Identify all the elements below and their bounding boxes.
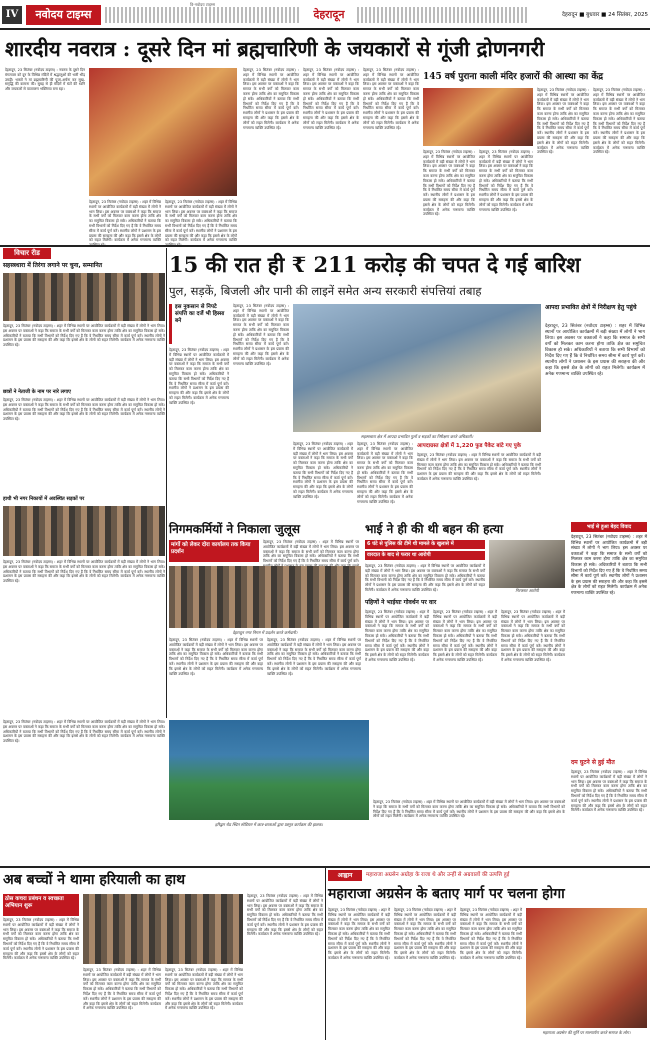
left-bottom-text: देहरादून, 23 सितंबर (नवोदय टाइम्स) : शहर में विभिन्न स्थानों पर आयोजित कार्यक्रमों में बड़ी संख्या में लोगों ने भाग लिया। इस अवसर पर वक्ताओं ने कहा कि समाज के सभी वर्गों को मिलकर काम करना होगा ताकि क्षेत्र का समुचित विकास हो सके। अधिकारियों ने बताया कि सभी विभागों को निर्देश दिए गए हैं कि वे निर्धारित समय सीमा में कार्य पूर्ण करें। स्थानीय लोगों ने प्रशासन के इस प्रयास की सराहना की और कहा कि इससे क्षेत्र के लोगों को राहत मिलेगी। कार्यक्रम में अनेक गणमान्य व्यक्ति उपस्थित रहे। — [3, 720, 167, 744]
vishesh-text: देहरादून, 23 सितंबर (नवोदय टाइम्स) : शहर में विभिन्न स्थानों पर आयोजित कार्यक्रमों में बड़ी संख्या में लोगों ने भाग लिया। इस अवसर पर वक्ताओं ने कहा कि समाज के सभी वर्गों को मिलकर काम करना होगा ताकि क्षेत्र का समुचित विकास हो सके। अधिकारियों ने बताया कि सभी विभागों को निर्देश दिए गए हैं कि वे निर्धारित समय सीमा में कार्य पूर्ण करें। स्थानीय लोगों ने प्रशासन के इस प्रयास की सराहना की और कहा कि इससे क्षेत्र के लोगों को राहत मिलेगी। कार्यक्रम में अनेक गणमान्य व्यक्ति उपस्थित रहे। — [3, 324, 165, 348]
story2-box-headline: आपदाग्रस्त क्षेत्रों में 1,220 फुड पैकेट बांटे गए पुके — [417, 443, 522, 449]
story5-bullet-1: 6 घंटे से पुलिस की टीमें थी मामले के खुलासे में — [365, 540, 485, 549]
story5-side-text-2: देहरादून, 23 सितंबर (नवोदय टाइम्स) : शहर में विभिन्न स्थानों पर आयोजित कार्यक्रमों में बड़ी संख्या में लोगों ने भाग लिया। इस अवसर पर वक्ताओं ने कहा कि समाज के सभी वर्गों को मिलकर काम करना होगा ताकि क्षेत्र का समुचित विकास हो सके। अधिकारियों ने बताया कि सभी विभागों को निर्देश दिए गए हैं कि वे निर्धारित समय सीमा में कार्य पूर्ण करें। स्थानीय लोगों ने प्रशासन के इस प्रयास की सराहना की और कहा कि इससे क्षेत्र के लोगों को राहत मिलेगी। कार्यक्रम में अनेक गणमान्य व्यक्ति उपस्थित रहे। — [571, 770, 649, 813]
story5-side-box: भाई से हुआ बेहद विवाद — [571, 522, 647, 532]
story2-col1: देहरादून, 23 सितंबर (नवोदय टाइम्स) : शहर में विभिन्न स्थानों पर आयोजित कार्यक्रमों में बड़ी संख्या में लोगों ने भाग लिया। इस अवसर पर वक्ताओं ने कहा कि समाज के सभी वर्गों को मिलकर काम करना होगा ताकि क्षेत्र का समुचित विकास हो सके। अधिकारियों ने बताया कि सभी विभागों को निर्देश दिए गए हैं कि वे निर्धारित समय सीमा में कार्य पूर्ण करें। स्थानीय लोगों ने प्रशासन के इस प्रयास की सराहना की और कहा कि इससे क्षेत्र के लोगों को राहत मिलेगी। कार्यक्रम में अनेक गणमान्य व्यक्ति उपस्थित रहे। — [169, 348, 231, 405]
story1-photo-2 — [423, 88, 533, 146]
story2-side-kicker: आपदा प्रभावित क्षेत्रों में निरीक्षण हेतु पहुंचे — [545, 304, 637, 311]
story3-photo — [3, 506, 165, 556]
story5-col3: देहरादून, 23 सितंबर (नवोदय टाइम्स) : शहर में विभिन्न स्थानों पर आयोजित कार्यक्रमों में बड़ी संख्या में लोगों ने भाग लिया। इस अवसर पर वक्ताओं ने कहा कि समाज के सभी वर्गों को मिलकर काम करना होगा ताकि क्षेत्र का समुचित विकास हो सके। अधिकारियों ने बताया कि सभी विभागों को निर्देश दिए गए हैं कि वे निर्धारित समय सीमा में कार्य पूर्ण करें। स्थानीय लोगों ने प्रशासन के इस प्रयास की सराहना की और कहा कि इससे क्षेत्र के लोगों को राहत मिलेगी। कार्यक्रम में अनेक गणमान्य व्यक्ति उपस्थित रहे। — [433, 610, 499, 662]
center-right-text: देहरादून, 23 सितंबर (नवोदय टाइम्स) : शहर में विभिन्न स्थानों पर आयोजित कार्यक्रमों में बड़ी संख्या में लोगों ने भाग लिया। इस अवसर पर वक्ताओं ने कहा कि समाज के सभी वर्गों को मिलकर काम करना होगा ताकि क्षेत्र का समुचित विकास हो सके। अधिकारियों ने बताया कि सभी विभागों को निर्देश दिए गए हैं कि वे निर्धारित समय सीमा में कार्य पूर्ण करें। स्थानीय लोगों ने प्रशासन के इस प्रयास की सराहना की और कहा कि इससे क्षेत्र के लोगों को राहत मिलेगी। कार्यक्रम में अनेक गणमान्य व्यक्ति उपस्थित रहे। — [373, 800, 567, 819]
story2-headline: 15 की रात ही ₹ 211 करोड़ की चपत दे गई बारिश — [169, 252, 581, 277]
story7-photo — [526, 908, 647, 1028]
story1-block — [3, 32, 647, 244]
story5-col1: देहरादून, 23 सितंबर (नवोदय टाइम्स) : शहर में विभिन्न स्थानों पर आयोजित कार्यक्रमों में बड़ी संख्या में लोगों ने भाग लिया। इस अवसर पर वक्ताओं ने कहा कि समाज के सभी वर्गों को मिलकर काम करना होगा ताकि क्षेत्र का समुचित विकास हो सके। अधिकारियों ने बताया कि सभी विभागों को निर्देश दिए गए हैं कि वे निर्धारित समय सीमा में कार्य पूर्ण करें। स्थानीय लोगों ने प्रशासन के इस प्रयास की सराहना की और कहा कि इससे क्षेत्र के लोगों को राहत मिलेगी। कार्यक्रम में अनेक गणमान्य व्यक्ति उपस्थित रहे। — [365, 564, 487, 592]
story1-col10: देहरादून, 23 सितंबर (नवोदय टाइम्स) : शहर में विभिन्न स्थानों पर आयोजित कार्यक्रमों में बड़ी संख्या में लोगों ने भाग लिया। इस अवसर पर वक्ताओं ने कहा कि समाज के सभी वर्गों को मिलकर काम करना होगा ताकि क्षेत्र का समुचित विकास हो सके। अधिकारियों ने बताया कि सभी विभागों को निर्देश दिए गए हैं कि वे निर्धारित समय सीमा में कार्य पूर्ण करें। स्थानीय लोगों ने प्रशासन के इस प्रयास की सराहना की और कहा कि इससे क्षेत्र के लोगों को राहत मिलेगी। कार्यक्रम में अनेक गणमान्य व्यक्ति उपस्थित रहे। — [479, 150, 535, 212]
story6-bullet: ठोस कचरा प्रबंधन व स्वच्छता अभियान शुरू — [3, 894, 79, 916]
story3-subhead: छात्रों ने नेताजी के नाम पर नारे लगाए — [3, 389, 71, 395]
story5-col2: देहरादून, 23 सितंबर (नवोदय टाइम्स) : शहर में विभिन्न स्थानों पर आयोजित कार्यक्रमों में बड़ी संख्या में लोगों ने भाग लिया। इस अवसर पर वक्ताओं ने कहा कि समाज के सभी वर्गों को मिलकर काम करना होगा ताकि क्षेत्र का समुचित विकास हो सके। अधिकारियों ने बताया कि सभी विभागों को निर्देश दिए गए हैं कि वे निर्धारित समय सीमा में कार्य पूर्ण करें। स्थानीय लोगों ने प्रशासन के इस प्रयास की सराहना की और कहा कि इससे क्षेत्र के लोगों को राहत मिलेगी। कार्यक्रम में अनेक गणमान्य व्यक्ति उपस्थित रहे। — [365, 610, 431, 662]
story4-photo — [169, 566, 361, 628]
story6-col4: देहरादून, 23 सितंबर (नवोदय टाइम्स) : शहर में विभिन्न स्थानों पर आयोजित कार्यक्रमों में बड़ी संख्या में लोगों ने भाग लिया। इस अवसर पर वक्ताओं ने कहा कि समाज के सभी वर्गों को मिलकर काम करना होगा ताकि क्षेत्र का समुचित विकास हो सके। अधिकारियों ने बताया कि सभी विभागों को निर्देश दिए गए हैं कि वे निर्धारित समय सीमा में कार्य पूर्ण करें। स्थानीय लोगों ने प्रशासन के इस प्रयास की सराहना की और कहा कि इससे क्षेत्र के लोगों को राहत मिलेगी। कार्यक्रम में अनेक गणमान्य व्यक्ति उपस्थित रहे। — [247, 894, 325, 937]
story1-col6: देहरादून, 23 सितंबर (नवोदय टाइम्स) : शहर में विभिन्न स्थानों पर आयोजित कार्यक्रमों में बड़ी संख्या में लोगों ने भाग लिया। इस अवसर पर वक्ताओं ने कहा कि समाज के सभी वर्गों को मिलकर काम करना होगा ताकि क्षेत्र का समुचित विकास हो सके। अधिकारियों ने बताया कि सभी विभागों को निर्देश दिए गए हैं कि वे निर्धारित समय सीमा में कार्य पूर्ण करें। स्थानीय लोगों ने प्रशासन के इस प्रयास की सराहना की और कहा कि इससे क्षेत्र के लोगों को राहत मिलेगी। कार्यक्रम में अनेक गणमान्य व्यक्ति उपस्थित रहे। — [363, 68, 421, 130]
story2-subheadline: पुल, सड़कें, बिजली और पानी की लाइनें समेत अन्य सरकारी संपत्तियां तबाह — [169, 284, 482, 298]
story7-col3: देहरादून, 23 सितंबर (नवोदय टाइम्स) : शहर में विभिन्न स्थानों पर आयोजित कार्यक्रमों में बड़ी संख्या में लोगों ने भाग लिया। इस अवसर पर वक्ताओं ने कहा कि समाज के सभी वर्गों को मिलकर काम करना होगा ताकि क्षेत्र का समुचित विकास हो सके। अधिकारियों ने बताया कि सभी विभागों को निर्देश दिए गए हैं कि वे निर्धारित समय सीमा में कार्य पूर्ण करें। स्थानीय लोगों ने प्रशासन के इस प्रयास की सराहना की और कहा कि इससे क्षेत्र के लोगों को राहत मिलेगी। कार्यक्रम में अनेक गणमान्य व्यक्ति उपस्थित रहे। — [460, 908, 524, 960]
story7-col1: देहरादून, 23 सितंबर (नवोदय टाइम्स) : शहर में विभिन्न स्थानों पर आयोजित कार्यक्रमों में बड़ी संख्या में लोगों ने भाग लिया। इस अवसर पर वक्ताओं ने कहा कि समाज के सभी वर्गों को मिलकर काम करना होगा ताकि क्षेत्र का समुचित विकास हो सके। अधिकारियों ने बताया कि सभी विभागों को निर्देश दिए गए हैं कि वे निर्धारित समय सीमा में कार्य पूर्ण करें। स्थानीय लोगों ने प्रशासन के इस प्रयास की सराहना की और कहा कि इससे क्षेत्र के लोगों को राहत मिलेगी। कार्यक्रम में अनेक गणमान्य व्यक्ति उपस्थित रहे। — [328, 908, 392, 960]
dateline: देहरादून ■ बुधवार ■ 24 सितंबर, 2025 — [561, 12, 648, 18]
story6-col3: देहरादून, 23 सितंबर (नवोदय टाइम्स) : शहर में विभिन्न स्थानों पर आयोजित कार्यक्रमों में बड़ी संख्या में लोगों ने भाग लिया। इस अवसर पर वक्ताओं ने कहा कि समाज के सभी वर्गों को मिलकर काम करना होगा ताकि क्षेत्र का समुचित विकास हो सके। अधिकारियों ने बताया कि सभी विभागों को निर्देश दिए गए हैं कि वे निर्धारित समय सीमा में कार्य पूर्ण करें। स्थानीय लोगों ने प्रशासन के इस प्रयास की सराहना की और कहा कि इससे क्षेत्र के लोगों को राहत मिलेगी। कार्यक्रम में अनेक गणमान्य व्यक्ति उपस्थित रहे। — [165, 968, 245, 1011]
story1-col3: देहरादून, 23 सितंबर (नवोदय टाइम्स) : शहर में विभिन्न स्थानों पर आयोजित कार्यक्रमों में बड़ी संख्या में लोगों ने भाग लिया। इस अवसर पर वक्ताओं ने कहा कि समाज के सभी वर्गों को मिलकर काम करना होगा ताकि क्षेत्र का समुचित विकास हो सके। अधिकारियों ने बताया कि सभी विभागों को निर्देश दिए गए हैं कि वे निर्धारित समय सीमा में कार्य पूर्ण करें। स्थानीय लोगों ने प्रशासन के इस प्रयास की सराहना की और कहा कि इससे क्षेत्र के लोगों को राहत मिलेगी। कार्यक्रम में अनेक गणमान्य व्यक्ति — [165, 200, 237, 243]
center-photo — [169, 720, 369, 820]
section-name: देहरादून — [313, 8, 345, 21]
story1-col7: देहरादून, 23 सितंबर (नवोदय टाइम्स) : शहर में विभिन्न स्थानों पर आयोजित कार्यक्रमों में बड़ी संख्या में लोगों ने भाग लिया। इस अवसर पर वक्ताओं ने कहा कि समाज के सभी वर्गों को मिलकर काम करना होगा ताकि क्षेत्र का समुचित विकास हो सके। अधिकारियों ने बताया कि सभी विभागों को निर्देश दिए गए हैं कि वे निर्धारित समय सीमा में कार्य पूर्ण करें। स्थानीय लोगों ने प्रशासन के इस प्रयास की सराहना की और कहा कि इससे क्षेत्र के लोगों को राहत मिलेगी। कार्यक्रम में अनेक गणमान्य व्यक्ति उपस्थित रहे। — [537, 88, 591, 155]
story5-side-box-2: दम घुटने से हुई मौत — [571, 759, 615, 766]
story5-headline: भाई ने ही की थी बहन की हत्या — [365, 522, 504, 536]
story1-col8: देहरादून, 23 सितंबर (नवोदय टाइम्स) : शहर में विभिन्न स्थानों पर आयोजित कार्यक्रमों में बड़ी संख्या में लोगों ने भाग लिया। इस अवसर पर वक्ताओं ने कहा कि समाज के सभी वर्गों को मिलकर काम करना होगा ताकि क्षेत्र का समुचित विकास हो सके। अधिकारियों ने बताया कि सभी विभागों को निर्देश दिए गए हैं कि वे निर्धारित समय सीमा में कार्य पूर्ण करें। स्थानीय लोगों ने प्रशासन के इस प्रयास की सराहना की और कहा कि इससे क्षेत्र के लोगों को राहत मिलेगी। कार्यक्रम में अनेक गणमान्य व्यक्ति उपस्थित रहे। — [593, 88, 647, 155]
story3-headline: हाथी भी नगर निकायों में अवस्थित सड़कों पर — [3, 496, 85, 502]
story5-photo — [489, 540, 565, 588]
story6-block — [3, 868, 323, 1040]
story1-side-headline: 145 वर्ष पुराना काली मंदिर हजारों की आस्था का केंद्र — [423, 72, 604, 82]
story2-quote: इस नुकसान से निपटे संपत्ति का दर्जे भी हिस्सा बने — [169, 304, 229, 344]
story4-headline: निगमकर्मियों ने निकाला जुलूस — [169, 522, 300, 536]
story7-col2: देहरादून, 23 सितंबर (नवोदय टाइम्स) : शहर में विभिन्न स्थानों पर आयोजित कार्यक्रमों में बड़ी संख्या में लोगों ने भाग लिया। इस अवसर पर वक्ताओं ने कहा कि समाज के सभी वर्गों को मिलकर काम करना होगा ताकि क्षेत्र का समुचित विकास हो सके। अधिकारियों ने बताया कि सभी विभागों को निर्देश दिए गए हैं कि वे निर्धारित समय सीमा में कार्य पूर्ण करें। स्थानीय लोगों ने प्रशासन के इस प्रयास की सराहना की और कहा कि इससे क्षेत्र के लोगों को राहत मिलेगी। कार्यक्रम में अनेक गणमान्य व्यक्ति उपस्थित रहे। — [394, 908, 458, 960]
masthead-pattern-right — [357, 7, 527, 23]
story1-photo-1 — [89, 68, 237, 196]
story6-headline: अब बच्चों ने थामा हरियाली का हाथ — [3, 872, 186, 888]
story7-kicker-text: महाराजा अग्रसेन अग्रोहा के राजा थे और उन्हीं से अग्रवालों की उत्पत्ति हुई — [366, 872, 510, 878]
story2-side-text: देहरादून, 23 सितंबर (नवोदय टाइम्स) : शहर में विभिन्न स्थानों पर आयोजित कार्यक्रमों में बड़ी संख्या में लोगों ने भाग लिया। इस अवसर पर वक्ताओं ने कहा कि समाज के सभी वर्गों को मिलकर काम करना होगा ताकि क्षेत्र का समुचित विकास हो सके। अधिकारियों ने बताया कि सभी विभागों को निर्देश दिए गए हैं कि वे निर्धारित समय सीमा में कार्य पूर्ण करें। स्थानीय लोगों ने प्रशासन के इस प्रयास की सराहना की और कहा कि इससे क्षेत्र के लोगों को राहत मिलेगी। कार्यक्रम में अनेक गणमान्य व्यक्ति उपस्थित रहे। — [545, 324, 647, 377]
vishesh-photo — [3, 273, 165, 321]
story4-photo-caption: देहरादून नगर निगम में प्रदर्शन करते कर्मचारी। — [232, 630, 298, 635]
story2-block — [169, 248, 647, 518]
masthead — [0, 0, 650, 30]
vishesh-tag: विचार रीड — [3, 248, 51, 259]
story4-col1: देहरादून, 23 सितंबर (नवोदय टाइम्स) : शहर में विभिन्न स्थानों पर आयोजित कार्यक्रमों में बड़ी संख्या में लोगों ने भाग लिया। इस अवसर पर वक्ताओं ने कहा कि समाज के सभी वर्गों को मिलकर काम करना होगा ताकि क्षेत्र का समुचित विकास हो सके। अधिकारियों ने बताया कि सभी विभागों को निर्देश दिए गए हैं कि वे निर्धारित समय सीमा में कार्य पूर्ण करें। — [263, 540, 359, 564]
story5-side-text: देहरादून, 23 सितंबर (नवोदय टाइम्स) : शहर में विभिन्न स्थानों पर आयोजित कार्यक्रमों में बड़ी संख्या में लोगों ने भाग लिया। इस अवसर पर वक्ताओं ने कहा कि समाज के सभी वर्गों को मिलकर काम करना होगा ताकि क्षेत्र का समुचित विकास हो सके। अधिकारियों ने बताया कि सभी विभागों को निर्देश दिए गए हैं कि वे निर्धारित समय सीमा में कार्य पूर्ण करें। स्थानीय लोगों ने प्रशासन के इस प्रयास की सराहना की और कहा कि इससे क्षेत्र के लोगों को राहत मिलेगी। कार्यक्रम में अनेक गणमान्य व्यक्ति उपस्थित रहे। — [571, 534, 649, 595]
story2-photo-caption: सहस्त्रधारा क्षेत्र में आपदा प्रभावित पुलों व सड़कों का निरीक्षण करते अधिकारी। — [360, 434, 474, 439]
vishesh-block — [3, 248, 165, 718]
small-line: वि-नवोदय टाइम्स — [190, 2, 215, 7]
story5-col4: देहरादून, 23 सितंबर (नवोदय टाइम्स) : शहर में विभिन्न स्थानों पर आयोजित कार्यक्रमों में बड़ी संख्या में लोगों ने भाग लिया। इस अवसर पर वक्ताओं ने कहा कि समाज के सभी वर्गों को मिलकर काम करना होगा ताकि क्षेत्र का समुचित विकास हो सके। अधिकारियों ने बताया कि सभी विभागों को निर्देश दिए गए हैं कि वे निर्धारित समय सीमा में कार्य पूर्ण करें। स्थानीय लोगों ने प्रशासन के इस प्रयास की सराहना की और कहा कि इससे क्षेत्र के लोगों को राहत मिलेगी। कार्यक्रम में अनेक गणमान्य व्यक्ति उपस्थित रहे। — [501, 610, 567, 662]
story7-block — [328, 868, 647, 1040]
story1-col1: देहरादून, 23 सितंबर (नवोदय टाइम्स) : नवरात्र के दूसरे दिन मंगलवार को दून के विभिन्न मंदिरों में श्रद्धालुओं की भारी भीड़ उमड़ी। भक्तों ने मां ब्रह्मचारिणी की पूजा-अर्चना कर सुख-समृद्धि की कामना की। सुबह से ही मंदिरों में घंटों की ध्वनि और जयकारों से वातावरण भक्तिमय बना रहा। — [5, 68, 87, 92]
story7-kicker: आह्वान — [328, 870, 362, 881]
story6-photo — [83, 894, 243, 964]
story2-col3: देहरादून, 23 सितंबर (नवोदय टाइम्स) : शहर में विभिन्न स्थानों पर आयोजित कार्यक्रमों में बड़ी संख्या में लोगों ने भाग लिया। इस अवसर पर वक्ताओं ने कहा कि समाज के सभी वर्गों को मिलकर काम करना होगा ताकि क्षेत्र का समुचित विकास हो सके। अधिकारियों ने बताया कि सभी विभागों को निर्देश दिए गए हैं कि वे निर्धारित समय सीमा में कार्य पूर्ण करें। स्थानीय लोगों ने प्रशासन के इस प्रयास की सराहना की और कहा कि इससे क्षेत्र के लोगों को राहत मिलेगी। कार्यक्रम में अनेक गणमान्य व्यक्ति उपस्थित रहे। — [293, 442, 355, 499]
story4-block — [169, 520, 361, 718]
story3-text-2: देहरादून, 23 सितंबर (नवोदय टाइम्स) : शहर में विभिन्न स्थानों पर आयोजित कार्यक्रमों में बड़ी संख्या में लोगों ने भाग लिया। इस अवसर पर वक्ताओं ने कहा कि समाज के सभी वर्गों को मिलकर काम करना होगा ताकि क्षेत्र का समुचित विकास हो सके। अधिकारियों ने बताया कि सभी विभागों को निर्देश दिए गए हैं कि वे निर्धारित समय सीमा में कार्य पूर्ण करें। स्थानीय लोगों ने प्रशासन के इस प्रयास की सराहना की और कहा कि इससे क्षेत्र के लोगों को राहत मिलेगी। कार्यक्रम में अनेक गणमान्य व्यक्ति उपस्थित रहे। — [3, 560, 165, 584]
story1-col4: देहरादून, 23 सितंबर (नवोदय टाइम्स) : शहर में विभिन्न स्थानों पर आयोजित कार्यक्रमों में बड़ी संख्या में लोगों ने भाग लिया। इस अवसर पर वक्ताओं ने कहा कि समाज के सभी वर्गों को मिलकर काम करना होगा ताकि क्षेत्र का समुचित विकास हो सके। अधिकारियों ने बताया कि सभी विभागों को निर्देश दिए गए हैं कि वे निर्धारित समय सीमा में कार्य पूर्ण करें। स्थानीय लोगों ने प्रशासन के इस प्रयास की सराहना की और कहा कि इससे क्षेत्र के लोगों को राहत मिलेगी। कार्यक्रम में अनेक गणमान्य व्यक्ति उपस्थित रहे। — [243, 68, 301, 130]
vishesh-subhead: सहस्त्रधारा में तिरंगा लगाने पर चुना, सम्मानित — [3, 262, 103, 269]
story5-bullet-2: वारदात के बाद से फरार था आरोपी — [365, 551, 485, 560]
story6-col1: देहरादून, 23 सितंबर (नवोदय टाइम्स) : शहर में विभिन्न स्थानों पर आयोजित कार्यक्रमों में बड़ी संख्या में लोगों ने भाग लिया। इस अवसर पर वक्ताओं ने कहा कि समाज के सभी वर्गों को मिलकर काम करना होगा ताकि क्षेत्र का समुचित विकास हो सके। अधिकारियों ने बताया कि सभी विभागों को निर्देश दिए गए हैं कि वे निर्धारित समय सीमा में कार्य पूर्ण करें। स्थानीय लोगों ने प्रशासन के इस प्रयास की सराहना की और कहा कि इससे क्षेत्र के लोगों को राहत मिलेगी। कार्यक्रम में अनेक गणमान्य व्यक्ति उपस्थित रहे। — [3, 918, 81, 961]
story7-headline: महाराजा अग्रसेन के बताए मार्ग पर चलना होगा — [328, 886, 565, 902]
story2-col2: देहरादून, 23 सितंबर (नवोदय टाइम्स) : शहर में विभिन्न स्थानों पर आयोजित कार्यक्रमों में बड़ी संख्या में लोगों ने भाग लिया। इस अवसर पर वक्ताओं ने कहा कि समाज के सभी वर्गों को मिलकर काम करना होगा ताकि क्षेत्र का समुचित विकास हो सके। अधिकारियों ने बताया कि सभी विभागों को निर्देश दिए गए हैं कि वे निर्धारित समय सीमा में कार्य पूर्ण करें। स्थानीय लोगों ने प्रशासन के इस प्रयास की सराहना की और कहा कि इससे क्षेत्र के लोगों को राहत मिलेगी। कार्यक्रम में अनेक गणमान्य व्यक्ति उपस्थित रहे। — [233, 304, 291, 366]
story1-col9: देहरादून, 23 सितंबर (नवोदय टाइम्स) : शहर में विभिन्न स्थानों पर आयोजित कार्यक्रमों में बड़ी संख्या में लोगों ने भाग लिया। इस अवसर पर वक्ताओं ने कहा कि समाज के सभी वर्गों को मिलकर काम करना होगा ताकि क्षेत्र का समुचित विकास हो सके। अधिकारियों ने बताया कि सभी विभागों को निर्देश दिए गए हैं कि वे निर्धारित समय सीमा में कार्य पूर्ण करें। स्थानीय लोगों ने प्रशासन के इस प्रयास की सराहना की और कहा कि इससे क्षेत्र के लोगों को राहत मिलेगी। कार्यक्रम में अनेक गणमान्य व्यक्ति उपस्थित रहे। — [423, 150, 477, 217]
story7-photo-caption: महाराजा अग्रसेन की मूर्ति पर माल्यार्पण करते समाज के लोग। — [542, 1030, 631, 1035]
story4-bullet: मांगों को लेकर दोरा कार्यालय तक किया प्रदर्शन — [169, 540, 259, 562]
story1-headline: शारदीय नवरात्र : दूसरे दिन मां ब्रह्मचारिणी के जयकारों से गूंजी द्रोणनगरी — [5, 37, 545, 61]
masthead-pattern — [105, 7, 300, 23]
story3-text: देहरादून, 23 सितंबर (नवोदय टाइम्स) : शहर में विभिन्न स्थानों पर आयोजित कार्यक्रमों में बड़ी संख्या में लोगों ने भाग लिया। इस अवसर पर वक्ताओं ने कहा कि समाज के सभी वर्गों को मिलकर काम करना होगा ताकि क्षेत्र का समुचित विकास हो सके। अधिकारियों ने बताया कि सभी विभागों को निर्देश दिए गए हैं कि वे निर्धारित समय सीमा में कार्य पूर्ण करें। स्थानीय लोगों ने प्रशासन के इस प्रयास की सराहना की और कहा कि इससे क्षेत्र के लोगों को राहत मिलेगी। कार्यक्रम में अनेक गणमान्य व्यक्ति उपस्थित रहे। — [3, 398, 165, 422]
story4-col2: देहरादून, 23 सितंबर (नवोदय टाइम्स) : शहर में विभिन्न स्थानों पर आयोजित कार्यक्रमों में बड़ी संख्या में लोगों ने भाग लिया। इस अवसर पर वक्ताओं ने कहा कि समाज के सभी वर्गों को मिलकर काम करना होगा ताकि क्षेत्र का समुचित विकास हो सके। अधिकारियों ने बताया कि सभी विभागों को निर्देश दिए गए हैं कि वे निर्धारित समय सीमा में कार्य पूर्ण करें। स्थानीय लोगों ने प्रशासन के इस प्रयास की सराहना की और कहा कि इससे क्षेत्र के लोगों को राहत मिलेगी। कार्यक्रम में अनेक गणमान्य व्यक्ति उपस्थित रहे। — [169, 638, 265, 676]
center-caption: हरिद्वार रोड स्थित स्टेडियम में छात्र-छात्राओं द्वारा प्रस्तुत कार्यक्रम की झलक। — [215, 822, 323, 827]
center-photo-block — [169, 720, 369, 830]
story5-box-headline: पहिणों ने भाईयाः गोवर्धन पर वार — [365, 599, 437, 606]
story1-col5: देहरादून, 23 सितंबर (नवोदय टाइम्स) : शहर में विभिन्न स्थानों पर आयोजित कार्यक्रमों में बड़ी संख्या में लोगों ने भाग लिया। इस अवसर पर वक्ताओं ने कहा कि समाज के सभी वर्गों को मिलकर काम करना होगा ताकि क्षेत्र का समुचित विकास हो सके। अधिकारियों ने बताया कि सभी विभागों को निर्देश दिए गए हैं कि वे निर्धारित समय सीमा में कार्य पूर्ण करें। स्थानीय लोगों ने प्रशासन के इस प्रयास की सराहना की और कहा कि इससे क्षेत्र के लोगों को राहत मिलेगी। कार्यक्रम में अनेक गणमान्य व्यक्ति उपस्थित रहे। — [303, 68, 361, 130]
story2-col4: देहरादून, 23 सितंबर (नवोदय टाइम्स) : शहर में विभिन्न स्थानों पर आयोजित कार्यक्रमों में बड़ी संख्या में लोगों ने भाग लिया। इस अवसर पर वक्ताओं ने कहा कि समाज के सभी वर्गों को मिलकर काम करना होगा ताकि क्षेत्र का समुचित विकास हो सके। अधिकारियों ने बताया कि सभी विभागों को निर्देश दिए गए हैं कि वे निर्धारित समय सीमा में कार्य पूर्ण करें। स्थानीय लोगों ने प्रशासन के इस प्रयास की सराहना की और कहा कि इससे क्षेत्र के लोगों को राहत मिलेगी। कार्यक्रम में अनेक गणमान्य व्यक्ति उपस्थित रहे। — [357, 442, 415, 504]
story2-photo — [293, 304, 541, 432]
story2-col5: देहरादून, 23 सितंबर (नवोदय टाइम्स) : शहर में विभिन्न स्थानों पर आयोजित कार्यक्रमों में बड़ी संख्या में लोगों ने भाग लिया। इस अवसर पर वक्ताओं ने कहा कि समाज के सभी वर्गों को मिलकर काम करना होगा ताकि क्षेत्र का समुचित विकास हो सके। अधिकारियों ने बताया कि सभी विभागों को निर्देश दिए गए हैं कि वे निर्धारित समय सीमा में कार्य पूर्ण करें। स्थानीय लोगों ने प्रशासन के इस प्रयास की सराहना की और कहा कि इससे क्षेत्र के लोगों को राहत मिलेगी। कार्यक्रम में अनेक गणमान्य व्यक्ति उपस्थित रहे। — [417, 453, 543, 481]
story4-col3: देहरादून, 23 सितंबर (नवोदय टाइम्स) : शहर में विभिन्न स्थानों पर आयोजित कार्यक्रमों में बड़ी संख्या में लोगों ने भाग लिया। इस अवसर पर वक्ताओं ने कहा कि समाज के सभी वर्गों को मिलकर काम करना होगा ताकि क्षेत्र का समुचित विकास हो सके। अधिकारियों ने बताया कि सभी विभागों को निर्देश दिए गए हैं कि वे निर्धारित समय सीमा में कार्य पूर्ण करें। स्थानीय लोगों ने प्रशासन के इस प्रयास की सराहना की और कहा कि इससे क्षेत्र के लोगों को राहत मिलेगी। कार्यक्रम में अनेक गणमान्य व्यक्ति उपस्थित रहे। — [267, 638, 363, 676]
story6-col2: देहरादून, 23 सितंबर (नवोदय टाइम्स) : शहर में विभिन्न स्थानों पर आयोजित कार्यक्रमों में बड़ी संख्या में लोगों ने भाग लिया। इस अवसर पर वक्ताओं ने कहा कि समाज के सभी वर्गों को मिलकर काम करना होगा ताकि क्षेत्र का समुचित विकास हो सके। अधिकारियों ने बताया कि सभी विभागों को निर्देश दिए गए हैं कि वे निर्धारित समय सीमा में कार्य पूर्ण करें। स्थानीय लोगों ने प्रशासन के इस प्रयास की सराहना की और कहा कि इससे क्षेत्र के लोगों को राहत मिलेगी। कार्यक्रम में अनेक गणमान्य व्यक्ति उपस्थित रहे। — [83, 968, 163, 1011]
page-number: IV — [2, 6, 22, 24]
story1-col2: देहरादून, 23 सितंबर (नवोदय टाइम्स) : शहर में विभिन्न स्थानों पर आयोजित कार्यक्रमों में बड़ी संख्या में लोगों ने भाग लिया। इस अवसर पर वक्ताओं ने कहा कि समाज के सभी वर्गों को मिलकर काम करना होगा ताकि क्षेत्र का समुचित विकास हो सके। अधिकारियों ने बताया कि सभी विभागों को निर्देश दिए गए हैं कि वे निर्धारित समय सीमा में कार्य पूर्ण करें। स्थानीय लोगों ने प्रशासन के इस प्रयास की सराहना की और कहा कि इससे क्षेत्र के लोगों को राहत मिलेगी। कार्यक्रम में अनेक गणमान्य व्यक्ति — [89, 200, 161, 243]
story5-photo-caption: गिरफ्तार आरोपी — [515, 588, 539, 593]
paper-name: नवोदय टाइम्स — [26, 5, 101, 25]
